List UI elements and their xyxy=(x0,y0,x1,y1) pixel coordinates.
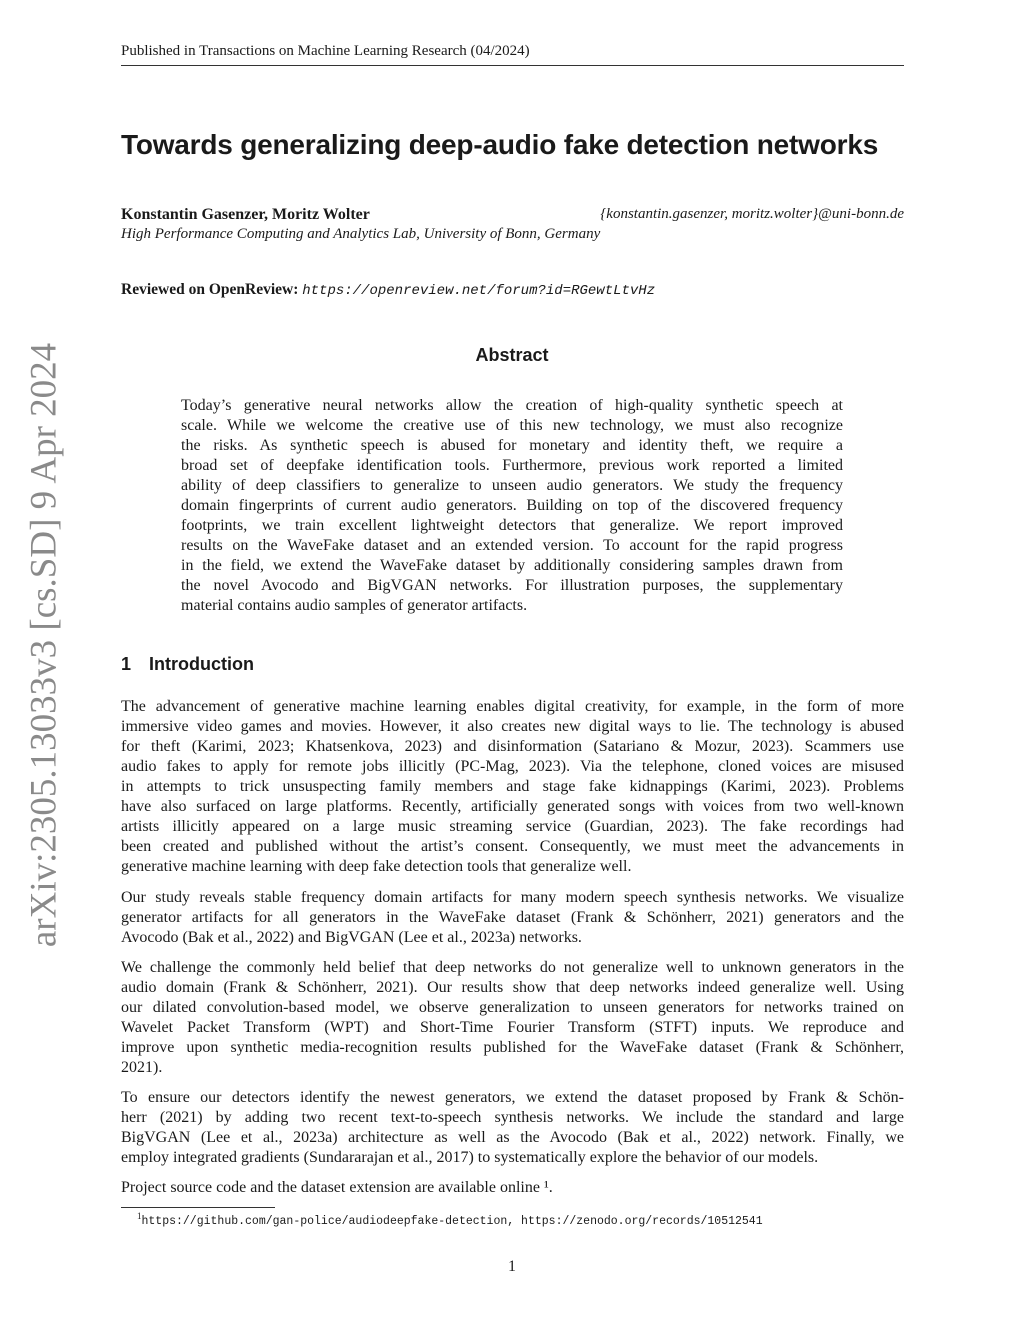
text-line: audio domain (Frank & Schönherr, 2021). Our results show that deep networks indeed generalize well. Using xyxy=(121,979,904,996)
section-number: 1 xyxy=(121,654,132,674)
intro-paragraph xyxy=(121,1088,904,1168)
text-line: The advancement of generative machine learning enables digital creativity, for example, in the form of more xyxy=(121,698,904,715)
openreview-link[interactable]: https://openreview.net/forum?id=RGewtLtvHz xyxy=(302,283,656,299)
text-line: for theft (Karimi, 2023; Khatsenkova, 2023) and disinformation (Satariano & Mozur, 2023). Scammers use xyxy=(121,738,904,755)
text-line: in attempts to trick unsuspecting family members and stage fake kidnappings (Karimi, 2023). Problems xyxy=(121,778,904,795)
author-names: Konstantin Gasenzer, Moritz Wolter xyxy=(121,206,370,223)
text-line: material contains audio samples of generator artifacts. xyxy=(181,597,528,614)
text-line: footprints, we train excellent lightweight detectors that generalize. We report improved xyxy=(181,517,843,534)
abstract-body xyxy=(181,396,843,616)
abstract-heading: Abstract xyxy=(475,345,549,365)
text-line: been created and published without the artist’s consent. Consequently, we must meet the advancements in xyxy=(121,838,904,855)
paper-title: Towards generalizing deep-audio fake detection networks xyxy=(121,129,879,160)
text-line: Our study reveals stable frequency domain artifacts for many modern speech synthesis networks. We visualize xyxy=(121,889,904,906)
text-line: herr (2021) by adding two recent text-to-speech synthesis networks. We include the standard and large xyxy=(121,1109,904,1126)
text-line: the novel Avocodo and BigVGAN networks. For illustration purposes, the supplementary xyxy=(181,577,843,594)
review-line xyxy=(121,281,655,299)
text-line: Project source code and the dataset extension are available online ¹. xyxy=(121,1179,553,1196)
footnote-rule xyxy=(121,1207,275,1208)
text-line: scale. While we welcome the creative use of this new technology, we must also recognize xyxy=(181,417,843,434)
text-line: audio fakes to apply for remote jobs illicitly (PC-Mag, 2023). Via the telephone, cloned voices are misused xyxy=(121,758,904,775)
text-line: To ensure our detectors identify the newest generators, we extend the dataset proposed by Frank & Schön- xyxy=(121,1089,904,1106)
intro-paragraph xyxy=(121,888,904,948)
text-line: generative machine learning with deep fake detection tools that generalize well. xyxy=(121,858,632,875)
author-email: {konstantin.gasenzer, moritz.wolter}@uni-bonn.de xyxy=(600,206,904,222)
text-line: 2021). xyxy=(121,1059,163,1076)
text-line: broad set of deepfake identification tools. Furthermore, previous work reported a limited xyxy=(181,457,843,474)
text-line: Today’s generative neural networks allow the creation of high-quality synthetic speech at xyxy=(181,397,843,414)
text-line: employ integrated gradients (Sundararajan et al., 2017) to systematically explore the behavior of our models. xyxy=(121,1149,819,1166)
intro-paragraph xyxy=(121,958,904,1078)
text-line: Avocodo (Bak et al., 2022) and BigVGAN (Lee et al., 2023a) networks. xyxy=(121,929,582,946)
text-line: immersive video games and movies. However, it also creates new digital ways to lie. The technology is abused xyxy=(121,718,904,735)
arxiv-stamp: arXiv:2305.13033v3 [cs.SD] 9 Apr 2024 xyxy=(23,342,65,948)
text-line: Wavelet Packet Transform (WPT) and Short-Time Fourier Transform (STFT) inputs. We reproduce and xyxy=(121,1019,904,1036)
intro-paragraph xyxy=(121,697,904,877)
text-line: BigVGAN (Lee et al., 2023a) architecture as well as the Avocodo (Bak et al., 2022) network. Finally, we xyxy=(121,1129,904,1146)
text-line: our dilated convolution-based model, we observe generalization to unseen generators for networks trained on xyxy=(121,999,904,1016)
text-line: have also surfaced on large platforms. Recently, artificially generated songs with voices from two well-known xyxy=(121,798,904,815)
footnote-links[interactable]: https://github.com/gan-police/audiodeepfake-detection, https://zenodo.org/records/10512541 xyxy=(141,1214,763,1228)
text-line: the risks. As synthetic speech is abused for monetary and identity theft, we require a xyxy=(181,437,843,454)
running-header: Published in Transactions on Machine Learning Research (04/2024) xyxy=(121,43,904,66)
intro-paragraph xyxy=(121,1178,904,1198)
section-heading xyxy=(121,654,254,675)
section-title: Introduction xyxy=(149,654,254,674)
footnote xyxy=(137,1211,763,1228)
review-label: Reviewed on OpenReview: xyxy=(121,281,299,298)
text-line: ability of deep classifiers to generalize to unseen audio generators. We study the frequency xyxy=(181,477,843,494)
text-line: results on the WaveFake dataset and an extended version. To account for the rapid progress xyxy=(181,537,843,554)
text-line: We challenge the commonly held belief that deep networks do not generalize well to unknown generators in the xyxy=(121,959,904,976)
text-line: improve upon synthetic media-recognition results published for the WaveFake dataset (Frank & Schönherr, xyxy=(121,1039,904,1056)
text-line: in the field, we extend the WaveFake dataset by additionally considering samples drawn from xyxy=(181,557,843,574)
text-line: generator artifacts for all generators in the WaveFake dataset (Frank & Schönherr, 2021) generators and the xyxy=(121,909,904,926)
page-number: 1 xyxy=(508,1258,516,1275)
affiliation: High Performance Computing and Analytics Lab, University of Bonn, Germany xyxy=(121,226,601,242)
text-line: domain fingerprints of current audio generators. Building on top of the discovered frequency xyxy=(181,497,843,514)
footnote-mark: 1 xyxy=(137,1211,142,1221)
text-line: artists illicitly appeared on a large music streaming service (Guardian, 2023). The fake recordings had xyxy=(121,818,904,835)
